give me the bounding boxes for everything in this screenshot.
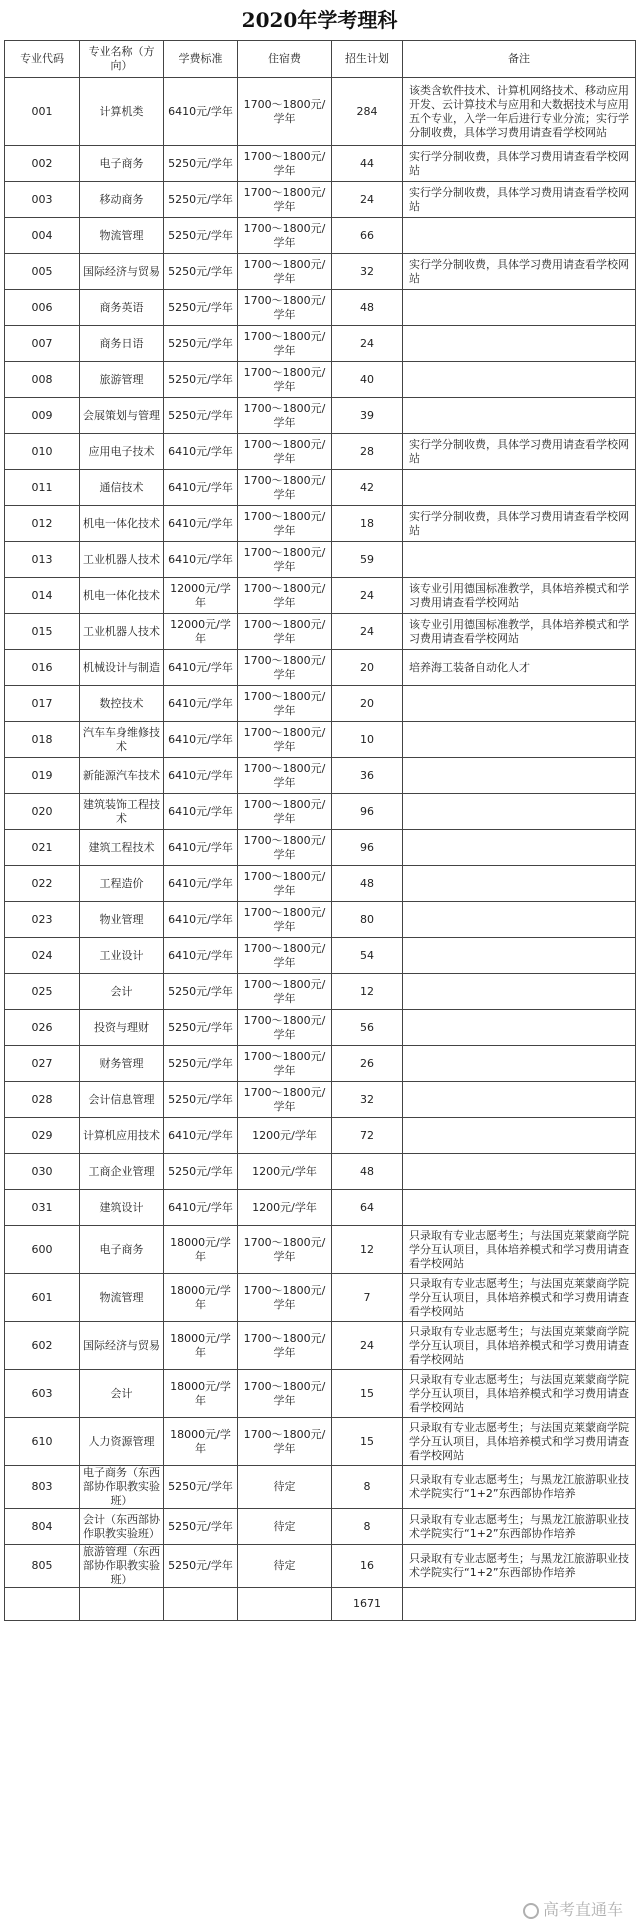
watermark-text: 高考直通车 bbox=[542, 1900, 623, 1919]
cell-plan: 24 bbox=[332, 578, 403, 614]
cell-name: 投资与理财 bbox=[80, 1010, 164, 1046]
cell-fee: 6410元/学年 bbox=[164, 866, 238, 902]
cell-dorm: 1700～1800元/学年 bbox=[238, 254, 332, 290]
cell-plan: 80 bbox=[332, 902, 403, 938]
cell-note bbox=[403, 362, 636, 398]
table-row bbox=[5, 1418, 636, 1466]
cell-plan: 59 bbox=[332, 542, 403, 578]
table-row bbox=[5, 1082, 636, 1118]
cell-name: 物流管理 bbox=[80, 1274, 164, 1322]
cell-plan: 64 bbox=[332, 1190, 403, 1226]
cell-plan: 48 bbox=[332, 1154, 403, 1190]
empty-cell bbox=[238, 1588, 332, 1621]
cell-code: 601 bbox=[5, 1274, 80, 1322]
cell-note bbox=[403, 1118, 636, 1154]
cell-dorm: 1700～1800元/学年 bbox=[238, 1418, 332, 1466]
cell-note bbox=[403, 398, 636, 434]
cell-note: 实行学分制收费，具体学习费用请查看学校网站 bbox=[403, 146, 636, 182]
cell-code: 009 bbox=[5, 398, 80, 434]
cell-name: 国际经济与贸易 bbox=[80, 254, 164, 290]
cell-code: 024 bbox=[5, 938, 80, 974]
table-row bbox=[5, 1274, 636, 1322]
cell-name: 工程造价 bbox=[80, 866, 164, 902]
cell-fee: 6410元/学年 bbox=[164, 542, 238, 578]
total-value: 1671 bbox=[332, 1588, 403, 1621]
cell-name: 建筑装饰工程技术 bbox=[80, 794, 164, 830]
cell-dorm: 1700～1800元/学年 bbox=[238, 1322, 332, 1370]
cell-note bbox=[403, 686, 636, 722]
table-row bbox=[5, 974, 636, 1010]
cell-name: 国际经济与贸易 bbox=[80, 1322, 164, 1370]
wechat-icon bbox=[523, 1903, 539, 1919]
table-row bbox=[5, 722, 636, 758]
cell-note: 只录取有专业志愿考生；与法国克莱蒙商学院学分互认项目，具体培养模式和学习费用请查看学校网站 bbox=[403, 1322, 636, 1370]
cell-name: 建筑工程技术 bbox=[80, 830, 164, 866]
cell-dorm: 1700～1800元/学年 bbox=[238, 1274, 332, 1322]
cell-code: 015 bbox=[5, 614, 80, 650]
cell-plan: 54 bbox=[332, 938, 403, 974]
cell-dorm: 1700～1800元/学年 bbox=[238, 290, 332, 326]
cell-dorm: 1700～1800元/学年 bbox=[238, 614, 332, 650]
cell-fee: 18000元/学年 bbox=[164, 1226, 238, 1274]
cell-name: 电子商务（东西部协作职教实验班） bbox=[80, 1466, 164, 1509]
cell-dorm: 1700～1800元/学年 bbox=[238, 1046, 332, 1082]
cell-dorm: 1700～1800元/学年 bbox=[238, 470, 332, 506]
cell-note: 该专业引用德国标准教学，具体培养模式和学习费用请查看学校网站 bbox=[403, 614, 636, 650]
header-code: 专业代码 bbox=[5, 41, 80, 78]
cell-note: 实行学分制收费，具体学习费用请查看学校网站 bbox=[403, 254, 636, 290]
cell-name: 应用电子技术 bbox=[80, 434, 164, 470]
table-row bbox=[5, 542, 636, 578]
cell-note: 实行学分制收费，具体学习费用请查看学校网站 bbox=[403, 434, 636, 470]
cell-dorm: 1700～1800元/学年 bbox=[238, 830, 332, 866]
table-row bbox=[5, 434, 636, 470]
empty-cell bbox=[164, 1588, 238, 1621]
cell-code: 003 bbox=[5, 182, 80, 218]
cell-name: 旅游管理（东西部协作职教实验班） bbox=[80, 1545, 164, 1588]
cell-plan: 26 bbox=[332, 1046, 403, 1082]
table-row bbox=[5, 1466, 636, 1509]
cell-name: 会展策划与管理 bbox=[80, 398, 164, 434]
cell-code: 010 bbox=[5, 434, 80, 470]
cell-code: 001 bbox=[5, 78, 80, 146]
table-body bbox=[5, 78, 636, 1621]
header-fee: 学费标准 bbox=[164, 41, 238, 78]
cell-note bbox=[403, 830, 636, 866]
cell-dorm: 1700～1800元/学年 bbox=[238, 506, 332, 542]
cell-plan: 28 bbox=[332, 434, 403, 470]
admission-table bbox=[4, 40, 636, 1621]
cell-note bbox=[403, 1082, 636, 1118]
table-row bbox=[5, 78, 636, 146]
cell-dorm: 1700～1800元/学年 bbox=[238, 722, 332, 758]
cell-dorm: 1200元/学年 bbox=[238, 1118, 332, 1154]
cell-note: 只录取有专业志愿考生；与法国克莱蒙商学院学分互认项目，具体培养模式和学习费用请查看学校网站 bbox=[403, 1370, 636, 1418]
cell-code: 031 bbox=[5, 1190, 80, 1226]
cell-dorm: 1700～1800元/学年 bbox=[238, 434, 332, 470]
cell-note bbox=[403, 866, 636, 902]
cell-dorm: 1200元/学年 bbox=[238, 1190, 332, 1226]
cell-name: 工业机器人技术 bbox=[80, 614, 164, 650]
cell-name: 工业设计 bbox=[80, 938, 164, 974]
cell-fee: 6410元/学年 bbox=[164, 470, 238, 506]
cell-note bbox=[403, 218, 636, 254]
cell-fee: 5250元/学年 bbox=[164, 326, 238, 362]
cell-dorm: 1700～1800元/学年 bbox=[238, 758, 332, 794]
cell-plan: 44 bbox=[332, 146, 403, 182]
cell-plan: 12 bbox=[332, 1226, 403, 1274]
cell-plan: 48 bbox=[332, 290, 403, 326]
cell-note bbox=[403, 758, 636, 794]
cell-note: 该专业引用德国标准教学，具体培养模式和学习费用请查看学校网站 bbox=[403, 578, 636, 614]
cell-fee: 12000元/学年 bbox=[164, 614, 238, 650]
cell-fee: 5250元/学年 bbox=[164, 1154, 238, 1190]
cell-name: 计算机应用技术 bbox=[80, 1118, 164, 1154]
table-row bbox=[5, 866, 636, 902]
table-row bbox=[5, 794, 636, 830]
cell-fee: 6410元/学年 bbox=[164, 506, 238, 542]
cell-name: 会计信息管理 bbox=[80, 1082, 164, 1118]
cell-note: 只录取有专业志愿考生；与黑龙江旅游职业技术学院实行“1+2”东西部协作培养 bbox=[403, 1509, 636, 1545]
cell-fee: 5250元/学年 bbox=[164, 1509, 238, 1545]
cell-plan: 10 bbox=[332, 722, 403, 758]
cell-name: 商务英语 bbox=[80, 290, 164, 326]
total-row bbox=[5, 1588, 636, 1621]
cell-name: 旅游管理 bbox=[80, 362, 164, 398]
table-row bbox=[5, 1226, 636, 1274]
cell-plan: 39 bbox=[332, 398, 403, 434]
cell-plan: 24 bbox=[332, 326, 403, 362]
cell-plan: 16 bbox=[332, 1545, 403, 1588]
cell-code: 018 bbox=[5, 722, 80, 758]
cell-fee: 6410元/学年 bbox=[164, 722, 238, 758]
cell-code: 600 bbox=[5, 1226, 80, 1274]
cell-plan: 12 bbox=[332, 974, 403, 1010]
cell-code: 013 bbox=[5, 542, 80, 578]
cell-fee: 18000元/学年 bbox=[164, 1322, 238, 1370]
cell-fee: 6410元/学年 bbox=[164, 902, 238, 938]
cell-note bbox=[403, 470, 636, 506]
cell-dorm: 1700～1800元/学年 bbox=[238, 182, 332, 218]
cell-fee: 18000元/学年 bbox=[164, 1418, 238, 1466]
cell-note bbox=[403, 1046, 636, 1082]
cell-code: 028 bbox=[5, 1082, 80, 1118]
cell-note bbox=[403, 938, 636, 974]
cell-plan: 96 bbox=[332, 830, 403, 866]
cell-code: 005 bbox=[5, 254, 80, 290]
cell-plan: 56 bbox=[332, 1010, 403, 1046]
table-row bbox=[5, 1509, 636, 1545]
cell-dorm: 1700～1800元/学年 bbox=[238, 398, 332, 434]
cell-name: 人力资源管理 bbox=[80, 1418, 164, 1466]
cell-dorm: 1700～1800元/学年 bbox=[238, 938, 332, 974]
cell-code: 803 bbox=[5, 1466, 80, 1509]
cell-dorm: 1700～1800元/学年 bbox=[238, 146, 332, 182]
header-note: 备注 bbox=[403, 41, 636, 78]
cell-note: 该类含软件技术、计算机网络技术、移动应用开发、云计算技术与应用和大数据技术与应用五个专业，入学一年后进行专业分流；实行学分制收费，具体学习费用请查看学校网站 bbox=[403, 78, 636, 146]
cell-fee: 6410元/学年 bbox=[164, 650, 238, 686]
cell-fee: 5250元/学年 bbox=[164, 182, 238, 218]
cell-note: 实行学分制收费，具体学习费用请查看学校网站 bbox=[403, 506, 636, 542]
cell-dorm: 1700～1800元/学年 bbox=[238, 794, 332, 830]
cell-dorm: 1700～1800元/学年 bbox=[238, 1226, 332, 1274]
table-row bbox=[5, 182, 636, 218]
cell-name: 财务管理 bbox=[80, 1046, 164, 1082]
cell-fee: 6410元/学年 bbox=[164, 758, 238, 794]
cell-dorm: 1700～1800元/学年 bbox=[238, 1370, 332, 1418]
cell-plan: 32 bbox=[332, 1082, 403, 1118]
cell-plan: 48 bbox=[332, 866, 403, 902]
cell-dorm: 待定 bbox=[238, 1545, 332, 1588]
cell-plan: 24 bbox=[332, 182, 403, 218]
cell-name: 机电一体化技术 bbox=[80, 506, 164, 542]
table-row bbox=[5, 1010, 636, 1046]
cell-note: 只录取有专业志愿考生；与法国克莱蒙商学院学分互认项目，具体培养模式和学习费用请查看学校网站 bbox=[403, 1226, 636, 1274]
cell-note: 只录取有专业志愿考生；与黑龙江旅游职业技术学院实行“1+2”东西部协作培养 bbox=[403, 1466, 636, 1509]
cell-name: 数控技术 bbox=[80, 686, 164, 722]
cell-name: 会计 bbox=[80, 974, 164, 1010]
cell-name: 移动商务 bbox=[80, 182, 164, 218]
cell-dorm: 1700～1800元/学年 bbox=[238, 362, 332, 398]
cell-plan: 15 bbox=[332, 1418, 403, 1466]
cell-name: 通信技术 bbox=[80, 470, 164, 506]
table-row bbox=[5, 902, 636, 938]
cell-note: 只录取有专业志愿考生；与黑龙江旅游职业技术学院实行“1+2”东西部协作培养 bbox=[403, 1545, 636, 1588]
cell-name: 机械设计与制造 bbox=[80, 650, 164, 686]
cell-name: 物业管理 bbox=[80, 902, 164, 938]
cell-fee: 6410元/学年 bbox=[164, 1118, 238, 1154]
table-row bbox=[5, 1154, 636, 1190]
cell-name: 会计 bbox=[80, 1370, 164, 1418]
cell-plan: 42 bbox=[332, 470, 403, 506]
cell-note bbox=[403, 290, 636, 326]
cell-code: 019 bbox=[5, 758, 80, 794]
table-row bbox=[5, 470, 636, 506]
cell-dorm: 1700～1800元/学年 bbox=[238, 578, 332, 614]
cell-dorm: 1200元/学年 bbox=[238, 1154, 332, 1190]
cell-fee: 6410元/学年 bbox=[164, 1190, 238, 1226]
cell-fee: 5250元/学年 bbox=[164, 398, 238, 434]
cell-code: 029 bbox=[5, 1118, 80, 1154]
table-row bbox=[5, 398, 636, 434]
cell-fee: 6410元/学年 bbox=[164, 830, 238, 866]
cell-code: 012 bbox=[5, 506, 80, 542]
cell-fee: 18000元/学年 bbox=[164, 1274, 238, 1322]
cell-dorm: 待定 bbox=[238, 1466, 332, 1509]
cell-fee: 18000元/学年 bbox=[164, 1370, 238, 1418]
cell-name: 计算机类 bbox=[80, 78, 164, 146]
cell-plan: 20 bbox=[332, 650, 403, 686]
cell-code: 017 bbox=[5, 686, 80, 722]
cell-fee: 6410元/学年 bbox=[164, 686, 238, 722]
watermark bbox=[523, 1897, 623, 1920]
cell-name: 汽车车身维修技术 bbox=[80, 722, 164, 758]
cell-plan: 24 bbox=[332, 1322, 403, 1370]
cell-code: 006 bbox=[5, 290, 80, 326]
table-row bbox=[5, 650, 636, 686]
table-row bbox=[5, 686, 636, 722]
cell-note: 只录取有专业志愿考生；与法国克莱蒙商学院学分互认项目，具体培养模式和学习费用请查看学校网站 bbox=[403, 1418, 636, 1466]
cell-fee: 5250元/学年 bbox=[164, 1082, 238, 1118]
cell-name: 建筑设计 bbox=[80, 1190, 164, 1226]
cell-plan: 7 bbox=[332, 1274, 403, 1322]
cell-fee: 5250元/学年 bbox=[164, 1010, 238, 1046]
cell-fee: 12000元/学年 bbox=[164, 578, 238, 614]
table-row bbox=[5, 1118, 636, 1154]
cell-name: 会计（东西部协作职教实验班） bbox=[80, 1509, 164, 1545]
table-row bbox=[5, 1046, 636, 1082]
cell-dorm: 1700～1800元/学年 bbox=[238, 78, 332, 146]
cell-dorm: 1700～1800元/学年 bbox=[238, 1010, 332, 1046]
header-dorm: 住宿费 bbox=[238, 41, 332, 78]
table-row bbox=[5, 1545, 636, 1588]
cell-fee: 5250元/学年 bbox=[164, 1466, 238, 1509]
cell-fee: 5250元/学年 bbox=[164, 290, 238, 326]
cell-fee: 5250元/学年 bbox=[164, 974, 238, 1010]
table-row bbox=[5, 218, 636, 254]
cell-code: 004 bbox=[5, 218, 80, 254]
page-title: 2020年学考理科 bbox=[241, 8, 398, 32]
cell-plan: 20 bbox=[332, 686, 403, 722]
cell-code: 603 bbox=[5, 1370, 80, 1418]
cell-dorm: 1700～1800元/学年 bbox=[238, 542, 332, 578]
cell-note bbox=[403, 326, 636, 362]
cell-plan: 8 bbox=[332, 1466, 403, 1509]
cell-note: 培养海工装备自动化人才 bbox=[403, 650, 636, 686]
cell-code: 602 bbox=[5, 1322, 80, 1370]
empty-cell bbox=[80, 1588, 164, 1621]
cell-plan: 24 bbox=[332, 614, 403, 650]
table-row bbox=[5, 290, 636, 326]
cell-plan: 284 bbox=[332, 78, 403, 146]
cell-code: 027 bbox=[5, 1046, 80, 1082]
header-row bbox=[5, 41, 636, 78]
cell-plan: 15 bbox=[332, 1370, 403, 1418]
table-row bbox=[5, 326, 636, 362]
cell-code: 011 bbox=[5, 470, 80, 506]
cell-plan: 96 bbox=[332, 794, 403, 830]
cell-plan: 40 bbox=[332, 362, 403, 398]
cell-dorm: 1700～1800元/学年 bbox=[238, 686, 332, 722]
cell-code: 021 bbox=[5, 830, 80, 866]
cell-plan: 36 bbox=[332, 758, 403, 794]
table-row bbox=[5, 614, 636, 650]
empty-cell bbox=[403, 1588, 636, 1621]
cell-dorm: 1700～1800元/学年 bbox=[238, 866, 332, 902]
cell-code: 002 bbox=[5, 146, 80, 182]
cell-code: 022 bbox=[5, 866, 80, 902]
cell-dorm: 1700～1800元/学年 bbox=[238, 974, 332, 1010]
cell-name: 工业机器人技术 bbox=[80, 542, 164, 578]
table-row bbox=[5, 1370, 636, 1418]
cell-code: 008 bbox=[5, 362, 80, 398]
cell-dorm: 1700～1800元/学年 bbox=[238, 326, 332, 362]
cell-fee: 5250元/学年 bbox=[164, 1545, 238, 1588]
cell-fee: 5250元/学年 bbox=[164, 1046, 238, 1082]
cell-dorm: 待定 bbox=[238, 1509, 332, 1545]
cell-note bbox=[403, 722, 636, 758]
cell-dorm: 1700～1800元/学年 bbox=[238, 650, 332, 686]
table-row bbox=[5, 1190, 636, 1226]
table-row bbox=[5, 758, 636, 794]
cell-code: 007 bbox=[5, 326, 80, 362]
cell-code: 020 bbox=[5, 794, 80, 830]
table-row bbox=[5, 830, 636, 866]
cell-name: 商务日语 bbox=[80, 326, 164, 362]
table-row bbox=[5, 362, 636, 398]
cell-plan: 18 bbox=[332, 506, 403, 542]
cell-plan: 32 bbox=[332, 254, 403, 290]
cell-note bbox=[403, 542, 636, 578]
cell-name: 电子商务 bbox=[80, 146, 164, 182]
header-name: 专业名称（方向） bbox=[80, 41, 164, 78]
cell-code: 610 bbox=[5, 1418, 80, 1466]
empty-cell bbox=[5, 1588, 80, 1621]
cell-dorm: 1700～1800元/学年 bbox=[238, 902, 332, 938]
cell-note bbox=[403, 1010, 636, 1046]
cell-fee: 6410元/学年 bbox=[164, 434, 238, 470]
cell-code: 025 bbox=[5, 974, 80, 1010]
cell-note bbox=[403, 974, 636, 1010]
table-row bbox=[5, 146, 636, 182]
cell-plan: 8 bbox=[332, 1509, 403, 1545]
cell-fee: 5250元/学年 bbox=[164, 218, 238, 254]
cell-code: 026 bbox=[5, 1010, 80, 1046]
table-row bbox=[5, 506, 636, 542]
cell-name: 电子商务 bbox=[80, 1226, 164, 1274]
table-row bbox=[5, 254, 636, 290]
cell-note bbox=[403, 1190, 636, 1226]
cell-code: 016 bbox=[5, 650, 80, 686]
cell-fee: 6410元/学年 bbox=[164, 938, 238, 974]
table-row bbox=[5, 938, 636, 974]
table-row bbox=[5, 1322, 636, 1370]
cell-code: 805 bbox=[5, 1545, 80, 1588]
cell-fee: 6410元/学年 bbox=[164, 78, 238, 146]
cell-dorm: 1700～1800元/学年 bbox=[238, 1082, 332, 1118]
cell-code: 023 bbox=[5, 902, 80, 938]
cell-name: 工商企业管理 bbox=[80, 1154, 164, 1190]
cell-code: 030 bbox=[5, 1154, 80, 1190]
header-plan: 招生计划 bbox=[332, 41, 403, 78]
cell-code: 804 bbox=[5, 1509, 80, 1545]
cell-name: 物流管理 bbox=[80, 218, 164, 254]
cell-dorm: 1700～1800元/学年 bbox=[238, 218, 332, 254]
cell-plan: 72 bbox=[332, 1118, 403, 1154]
cell-name: 机电一体化技术 bbox=[80, 578, 164, 614]
cell-code: 014 bbox=[5, 578, 80, 614]
cell-note bbox=[403, 794, 636, 830]
cell-fee: 5250元/学年 bbox=[164, 254, 238, 290]
cell-fee: 5250元/学年 bbox=[164, 146, 238, 182]
cell-note: 实行学分制收费，具体学习费用请查看学校网站 bbox=[403, 182, 636, 218]
cell-note bbox=[403, 902, 636, 938]
cell-name: 新能源汽车技术 bbox=[80, 758, 164, 794]
cell-plan: 66 bbox=[332, 218, 403, 254]
cell-note: 只录取有专业志愿考生；与法国克莱蒙商学院学分互认项目，具体培养模式和学习费用请查看学校网站 bbox=[403, 1274, 636, 1322]
cell-fee: 6410元/学年 bbox=[164, 794, 238, 830]
cell-fee: 5250元/学年 bbox=[164, 362, 238, 398]
table-row bbox=[5, 578, 636, 614]
cell-note bbox=[403, 1154, 636, 1190]
